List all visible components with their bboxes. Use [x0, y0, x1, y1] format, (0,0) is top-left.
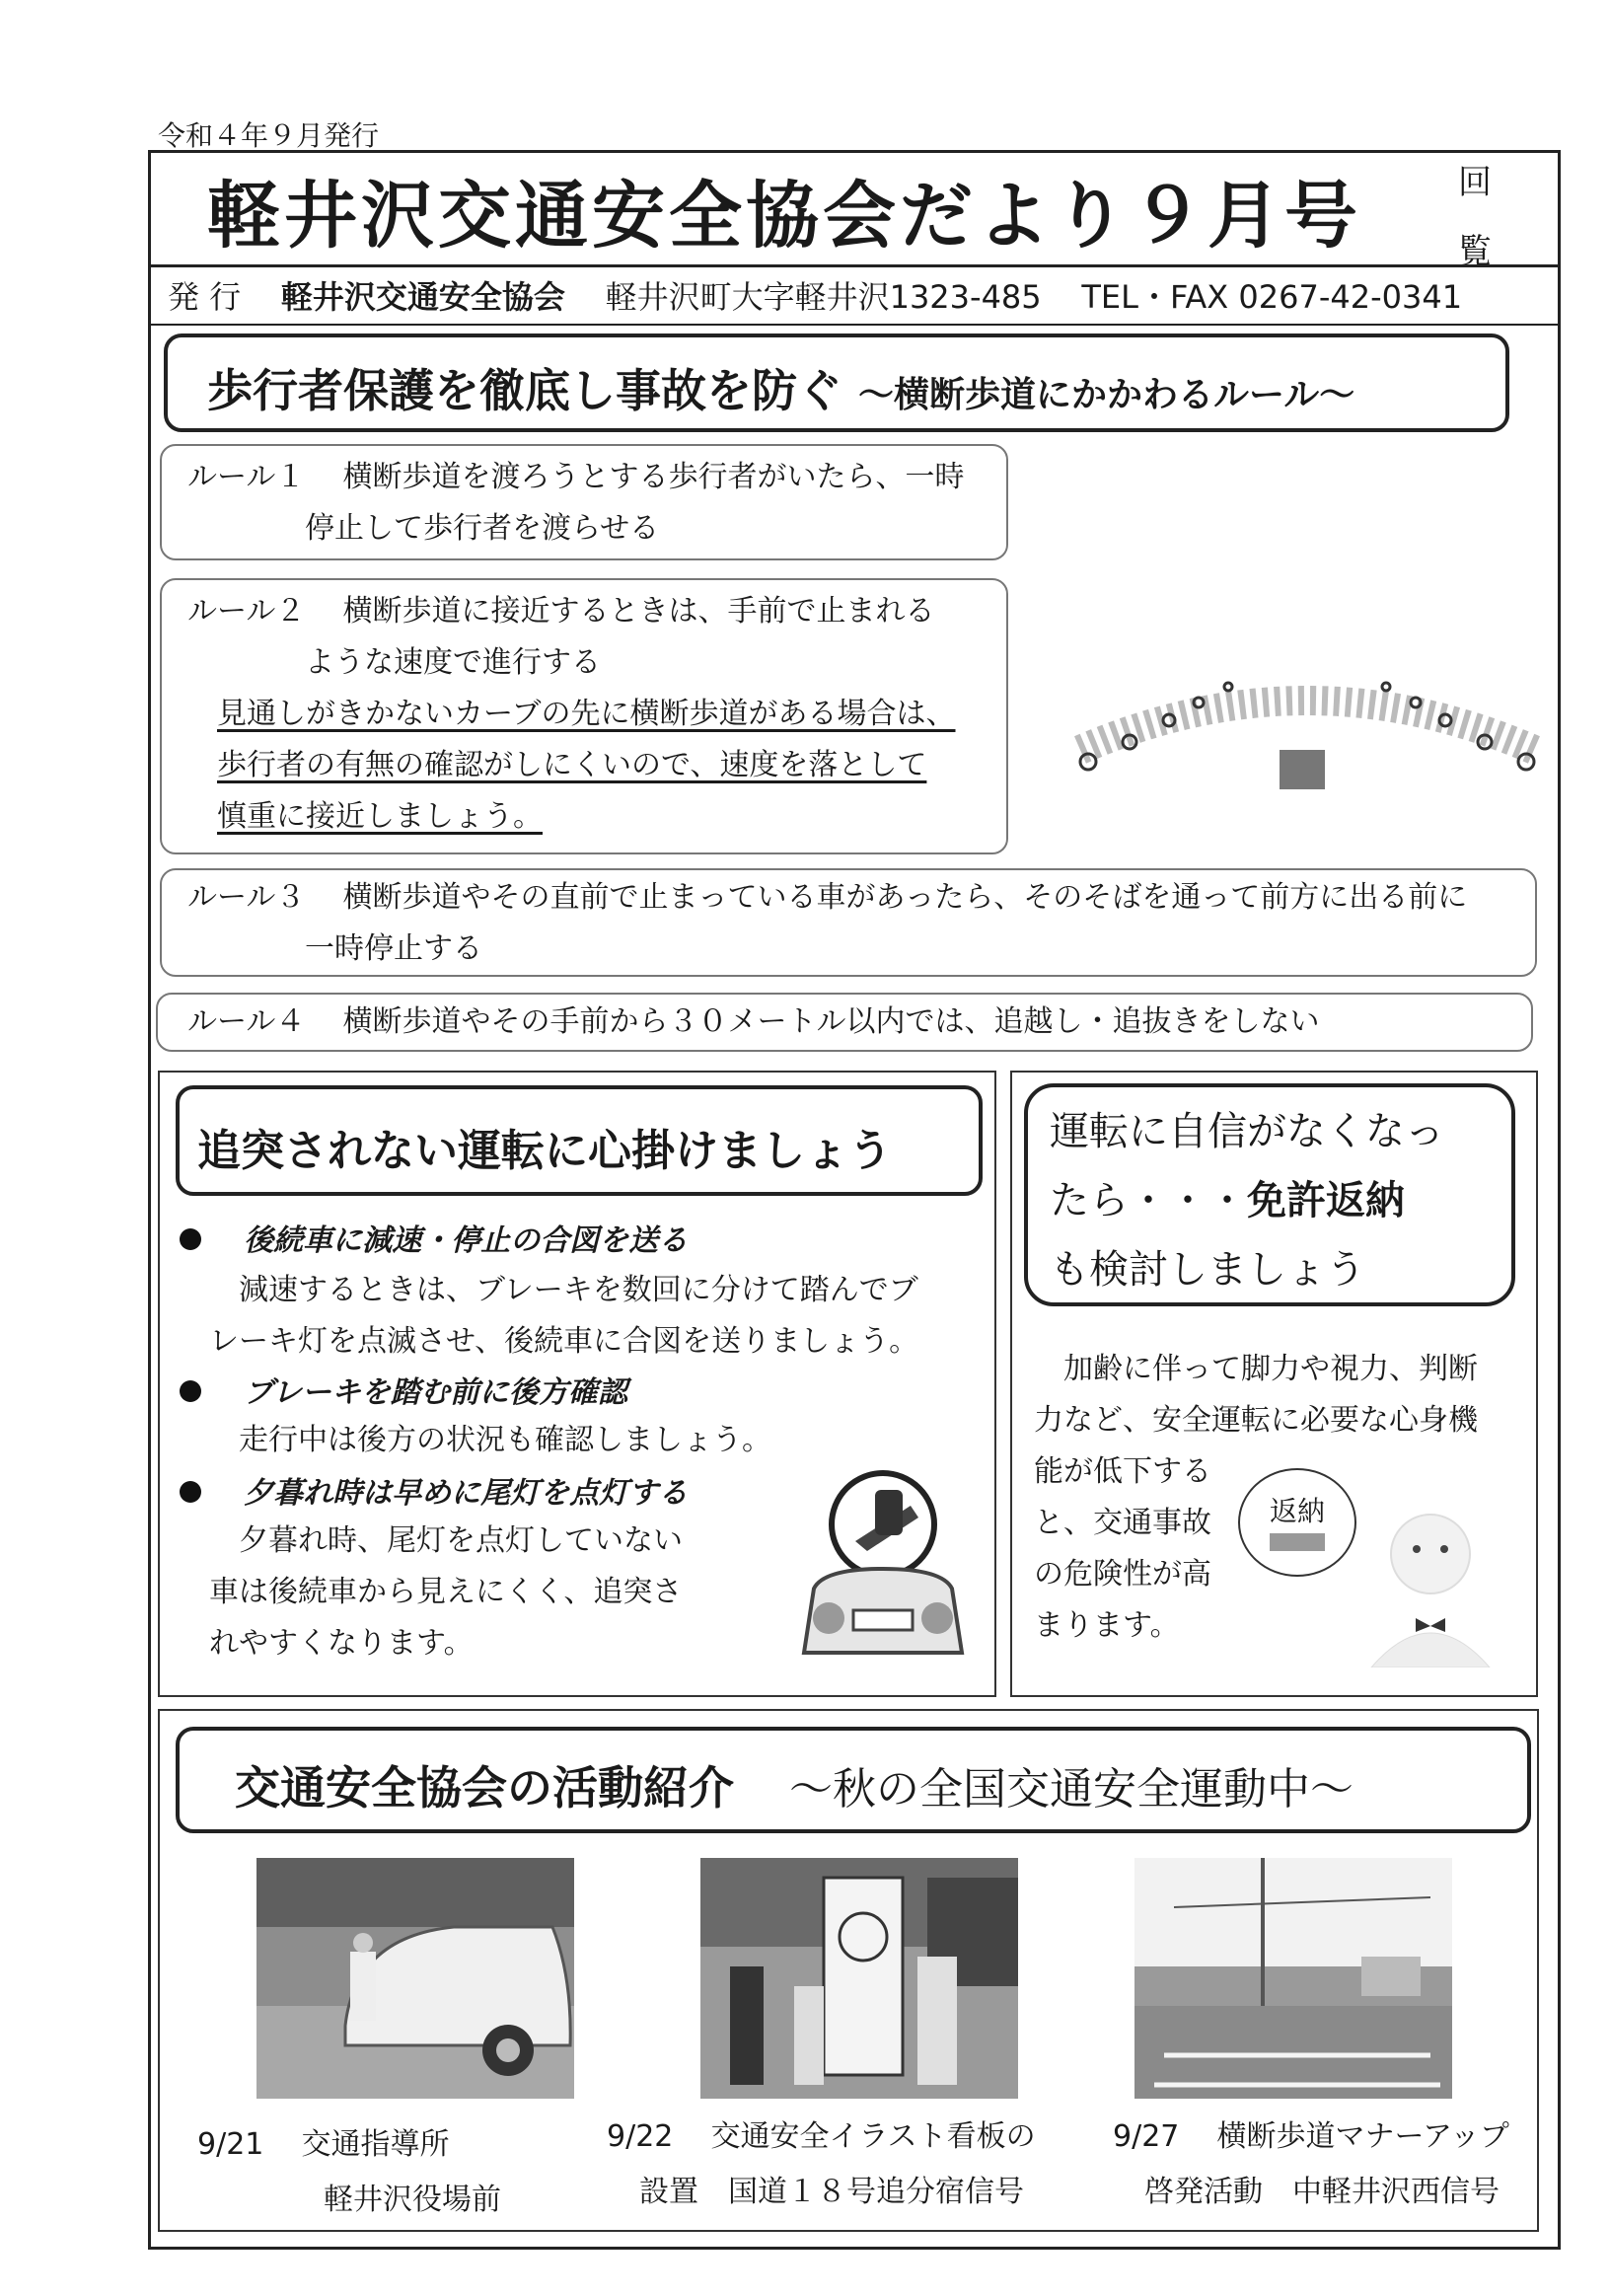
section4-heading: 交通安全協会の活動紹介 [235, 1761, 734, 1815]
crosswalk-illustration [1070, 631, 1544, 809]
publisher-address: 軽井沢町大字軽井沢1323-485 [605, 278, 1042, 316]
issue-date: 令和４年９月発行 [158, 119, 380, 152]
rule-2-note-line2: 歩行者の有無の確認がしにくいので、速度を落として [217, 748, 927, 782]
activity-1-line2: 軽井沢役場前 [324, 2183, 501, 2217]
bullet-1-line2: レーキ灯を点滅させ、後続車に合図を送りましょう。 [209, 1324, 919, 1359]
section1-heading-box [164, 333, 1509, 432]
section4-heading-box [176, 1727, 1531, 1833]
rule-4-box [156, 993, 1533, 1052]
rule-3-box [160, 868, 1537, 977]
bullet-1 [180, 1216, 949, 1259]
rule-3-label: ルール３ [187, 880, 306, 915]
bullet-1-line1: 減速するときは、ブレーキを数回に分けて踏んでブ [239, 1273, 918, 1307]
rule-1-line2: 停止して歩行者を渡らせる [305, 511, 660, 546]
activity-photo-3 [1134, 1858, 1452, 2099]
rule-4-label: ルール４ [187, 1004, 306, 1039]
circulation-mark: 回覧 [1458, 163, 1492, 271]
publisher-line [168, 272, 1462, 318]
activity-1-line1: 交通指導所 [301, 2127, 450, 2162]
bullet-3-line3: れやすくなります。 [209, 1626, 474, 1661]
activity-2-line1: 交通安全イラスト看板の [710, 2119, 1036, 2154]
speech-bubble [1238, 1468, 1356, 1577]
activity-3-line1: 横断歩道マナーアップ [1216, 2119, 1509, 2154]
rule-2-line2: ような速度で進行する [305, 645, 601, 680]
bullet-2 [180, 1368, 949, 1411]
activity-3-line2: 啓発活動 中軽井沢西信号 [1144, 2175, 1500, 2209]
rule-2-note-line3: 慎重に接近しましょう。 [217, 799, 543, 834]
section3-heading-line2: たら・・・ [1050, 1178, 1247, 1223]
bullet-2-head: ブレーキを踏む前に後方確認 [244, 1375, 627, 1410]
section3-body-line4: と、交通事故 [1034, 1506, 1211, 1540]
section3-heading-line1: 運転に自信がなくなっ [1050, 1109, 1444, 1154]
rule-2-label: ルール２ [187, 594, 306, 629]
section3-body-line2: 力など、安全運転に必要な心身機 [1034, 1403, 1478, 1438]
license-card-icon [1270, 1533, 1325, 1551]
bullet-1-head: 後続車に減速・停止の合図を送る [244, 1223, 689, 1258]
activity-2-caption [607, 2110, 1036, 2165]
section1-subheading: ～横断歩道にかかわるルール～ [858, 375, 1355, 415]
rule-2-note-line1: 見通しがきかないカーブの先に横断歩道がある場合は、 [217, 697, 956, 731]
activity-1-date: 9/21 [197, 2127, 264, 2162]
elderly-person-illustration [1361, 1500, 1500, 1667]
rule-1-label: ルール１ [187, 460, 306, 494]
activity-2-line2: 設置 国道１８号追分宿信号 [639, 2175, 1024, 2209]
bullet-2-line1: 走行中は後方の状況も確認しましょう。 [239, 1423, 771, 1457]
bullet-3-head: 夕暮れ時は早めに尾灯を点灯する [244, 1476, 689, 1511]
section2-heading-box [176, 1085, 983, 1196]
rule-2-box [160, 578, 1008, 854]
section4-subheading: ～秋の全国交通安全運動中～ [789, 1764, 1354, 1815]
section3-heading-bold: 免許返納 [1247, 1178, 1405, 1223]
rule-1-line1: 横断歩道を渡ろうとする歩行者がいたら、一時 [342, 460, 965, 494]
rule-3-line1: 横断歩道やその直前で止まっている車があったら、そのそばを通って前方に出る前に [342, 880, 1468, 915]
section3-body-line5: の危険性が高 [1034, 1557, 1211, 1592]
publisher-name: 軽井沢交通安全協会 [280, 278, 565, 316]
section3-heading-box [1024, 1083, 1515, 1306]
activity-photo-2 [700, 1858, 1018, 2099]
bullet-dot [180, 1228, 201, 1250]
section3-body-line1: 加齢に伴って脚力や視力、判断 [1063, 1352, 1478, 1386]
activity-2-date: 9/22 [607, 2119, 674, 2154]
title-divider [148, 264, 1561, 267]
section2-heading: 追突されない運転に心掛けましょう [197, 1126, 892, 1176]
speech-bubble-text: 返納 [1269, 1495, 1325, 1527]
activity-photo-1 [256, 1858, 574, 2099]
rule-4-line1: 横断歩道やその手前から３０メートル以内では、追越し・追抜きをしない [342, 1004, 1320, 1039]
section1-heading: 歩行者保護を徹底し事故を防ぐ [207, 364, 842, 417]
bullet-3-line1: 夕暮れ時、尾灯を点灯していない [239, 1523, 683, 1558]
section3-heading-line3: も検討しましょう [1050, 1247, 1365, 1293]
rule-2-line1: 横断歩道に接近するときは、手前で止まれる [342, 594, 935, 629]
bullet-dot [180, 1481, 201, 1503]
publisher-divider [148, 324, 1561, 326]
newsletter-title: 軽井沢交通安全協会だより９月号 [207, 174, 1361, 259]
bullet-3-line2: 車は後続車から見えにくく、追突さ [209, 1575, 683, 1609]
car-tail-light-illustration [784, 1470, 982, 1667]
section3-body-line6: まります。 [1034, 1608, 1180, 1643]
rule-1-box [160, 444, 1008, 560]
publisher-tel: TEL・FAX 0267-42-0341 [1081, 278, 1463, 316]
bullet-dot [180, 1380, 201, 1402]
rule-3-line2: 一時停止する [305, 931, 482, 966]
publisher-label: 発 行 [168, 278, 242, 316]
activity-3-date: 9/27 [1113, 2119, 1180, 2154]
activity-1-caption [197, 2117, 450, 2173]
section3-body-line3: 能が低下する [1034, 1454, 1211, 1489]
activity-3-caption [1113, 2110, 1509, 2165]
